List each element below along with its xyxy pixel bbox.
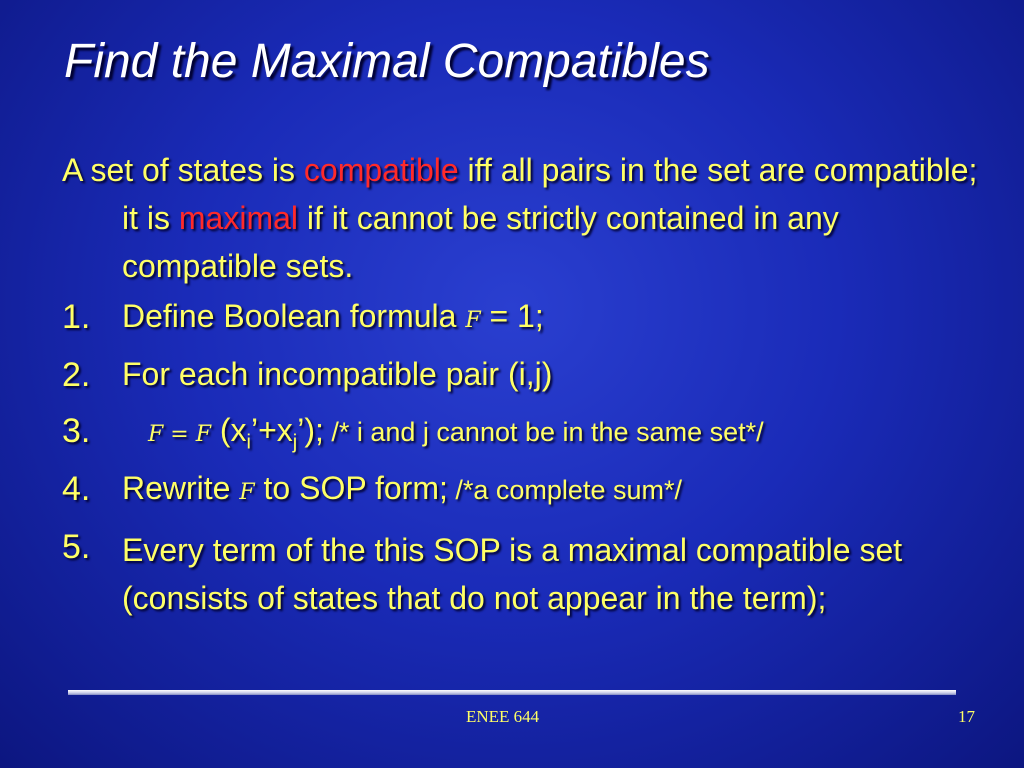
step-number: 1. bbox=[62, 298, 91, 336]
term-maximal: maximal bbox=[178, 200, 299, 236]
intro-text-1: A set of states is bbox=[62, 152, 304, 188]
step-text: Define Boolean formula F = 1; bbox=[122, 298, 544, 334]
intro-text-3: if it cannot be strictly contained in any compatible sets. bbox=[122, 200, 839, 284]
term-compatible: compatible bbox=[303, 152, 459, 188]
formula-f: F bbox=[239, 480, 255, 505]
formula-f: F bbox=[195, 422, 211, 447]
page-number: 17 bbox=[958, 707, 975, 726]
step-text: F = F $(x_i’+x_j’)$; /* i and j cannot be in the same set*/ bbox=[148, 412, 764, 454]
footer-course: ENEE 644 bbox=[466, 707, 540, 726]
footer-divider bbox=[68, 690, 956, 695]
step-text: For each incompatible pair (i,j) bbox=[122, 356, 553, 392]
formula-f: F bbox=[148, 422, 164, 447]
step-comment: /*a complete sum*/ bbox=[447, 475, 682, 505]
step-number: 2. bbox=[62, 356, 91, 394]
step-number: 3. bbox=[62, 412, 91, 450]
intro-paragraph bbox=[62, 146, 1002, 290]
step-number: 5. bbox=[62, 528, 91, 566]
step-number: 4. bbox=[62, 470, 91, 508]
intro-text-2: iff all pairs in the set are compatible; it is bbox=[122, 152, 978, 236]
step-comment: /* i and j cannot be in the same set*/ bbox=[323, 417, 764, 447]
step-5-text: Every term of the this SOP is a maximal compatible set (consists of states that do not appear in the term); bbox=[122, 532, 903, 616]
step-text: Rewrite F to SOP form; /*a complete sum*/ bbox=[122, 470, 682, 506]
formula-f: F bbox=[465, 308, 481, 333]
slide-title: Find the Maximal Compatibles bbox=[64, 35, 710, 88]
